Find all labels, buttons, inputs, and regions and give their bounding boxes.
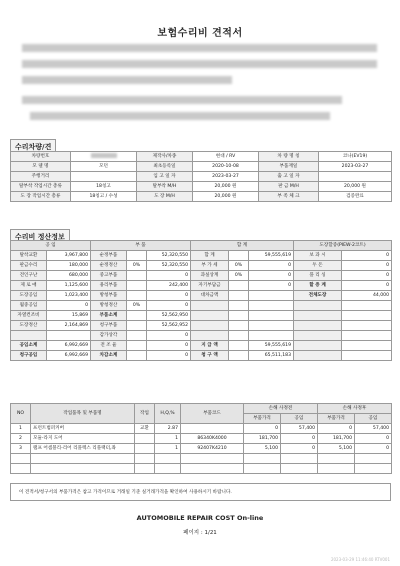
operation [135,444,155,454]
parts-value: 0 [147,331,191,341]
empty-cell [244,464,281,474]
paint-label [294,351,342,361]
labor-value: 3,967,800 [47,251,91,261]
part-name: 모듈-라지 도어 [31,434,135,444]
vehicle-value: 18칭고 [71,182,137,192]
parts-percent [127,331,147,341]
part-price-adjusted: 5,100 [318,444,355,454]
vehicle-value [319,172,392,182]
total-label [191,301,229,311]
vehicle-section-title: 수리차량/견 [10,139,56,155]
disclaimer-note: 이 견적서/청구서의 부품가격은 참고 가격이므로 거래일 기준 실거래가격을 확인하여 사용하시기 바랍니다. [10,483,391,501]
labor-label: 견인구난 [11,271,47,281]
total-label [191,321,229,331]
paint-value: 0 [342,251,392,261]
total-value: 0 [249,261,294,271]
part-code: 92407K4210 [181,444,244,454]
document-title: 보험수리비 견적서 [157,28,243,39]
paint-value: 0 [342,271,392,281]
empty-cell [318,454,355,464]
parts-label: 순정부품 [91,251,127,261]
total-percent: 0% [229,261,249,271]
total-value [249,291,294,301]
paint-value [342,331,392,341]
paint-value [342,351,392,361]
vehicle-row [11,152,392,162]
parts-label: 차감소계 [91,351,127,361]
total-value [249,321,294,331]
cost-row [11,311,392,321]
vehicle-value: 2020-10-08 [193,162,259,172]
parts-percent [127,351,147,361]
vehicle-row [11,162,392,172]
cost-row [11,301,392,311]
parts-value: 52,320,550 [147,261,191,271]
empty-cell [281,454,318,464]
labor-value: 6,992,669 [47,341,91,351]
parts-label: 방청부품 [91,291,127,301]
total-label: 과실상계 [191,271,229,281]
parts-percent [127,311,147,321]
row-number: 3 [11,444,31,454]
parts-label: 전 조 율 [91,341,127,351]
redacted-header-line-4 [22,96,342,104]
cost-section-title: 수리비 정산정보 [10,229,70,245]
total-label [191,331,229,341]
vehicle-value [71,152,137,162]
parts-value: 52,562,950 [147,311,191,321]
paint-value [342,321,392,331]
vehicle-row [11,192,392,202]
total-value: 59,555,619 [249,251,294,261]
redacted-header-line-5 [30,112,330,120]
total-label: 지 급 액 [191,341,229,351]
parts-percent: 0% [127,301,147,311]
vehicle-label: 부품재일 [259,162,319,172]
labor-header: 공임 [281,414,318,424]
parts-value: 52,320,550 [147,251,191,261]
labor-value: 15,869 [47,311,91,321]
total-label: 합 계 [191,251,229,261]
page-indicator: 페이지 : 1/21 [183,530,217,536]
vehicle-label: 모 델 명 [11,162,71,172]
parts-row [11,424,392,434]
empty-cell [31,464,135,474]
total-percent [229,351,249,361]
vehicle-label: 판 금 M/H [259,182,319,192]
price-header-2: 부품가격 [318,414,355,424]
total-value: 65,511,183 [249,351,294,361]
total-percent [229,291,249,301]
labor-label: 자열컨조비 [11,311,47,321]
total-label: 자기부담금 [191,281,229,291]
vehicle-value: 검증완료 [319,192,392,202]
empty-cell [181,464,244,474]
vehicle-value: 20,000 원 [193,182,259,192]
total-value: 0 [249,281,294,291]
row-number: 2 [11,434,31,444]
vehicle-label: 차 량 명 칭 [259,152,319,162]
parts-label: 부품소계 [91,311,127,321]
total-percent [229,341,249,351]
cost-row [11,261,392,271]
total-value: 0 [249,271,294,281]
parts-label: 청구부품 [91,321,127,331]
labor-label [11,331,47,341]
empty-cell [155,454,181,464]
vehicle-label: 입 고 일 자 [137,172,193,182]
no-header: NO [11,404,31,424]
parts-percent [127,251,147,261]
parts-value: 0 [147,351,191,361]
labor-cost: 0 [281,434,318,444]
labor-value: 1,125,600 [47,281,91,291]
cost-row [11,351,392,361]
paint-label: 전체도장 [294,291,342,301]
parts-header: 부 품 [91,241,191,251]
vehicle-value: 모던 [71,162,137,172]
labor-label: 공임소계 [11,341,47,351]
post-adjust-header: 손해 사정후 [318,404,392,414]
vehicle-value: 18칭고 / 수성 [71,192,137,202]
vehicle-value: 20,000 원 [319,182,392,192]
parts-percent [127,341,147,351]
hqty-header: H,Q,% [155,404,181,424]
paint-label [294,311,342,321]
part-code [181,424,244,434]
total-value [249,311,294,321]
labor-value: 680,000 [47,271,91,281]
parts-value: 0 [147,291,191,301]
total-percent [229,331,249,341]
vehicle-info-table [10,151,392,202]
vehicle-value: 현대 / RV [193,152,259,162]
labor-header: 공 임 [11,241,91,251]
paint-value: 0 [342,261,392,271]
parts-value: 0 [147,341,191,351]
labor-label: 탈착교환 [11,251,47,261]
redacted-plate [91,153,117,158]
empty-cell [355,454,392,464]
parts-label: 감가상각 [91,331,127,341]
part-price: 5,100 [244,444,281,454]
part-price: 0 [244,424,281,434]
labor-label: 도장정산 [11,321,47,331]
labor-value: 1,023,400 [47,291,91,301]
empty-cell [135,454,155,464]
cost-row [11,341,392,351]
empty-cell [181,454,244,464]
labor-label: 청구공임 [11,351,47,361]
cost-row [11,321,392,331]
parts-row [11,444,392,454]
paint-label: 두 돈 [294,261,342,271]
paint-label [294,301,342,311]
vehicle-label: 도 장 작업시간 총류 [11,192,71,202]
vehicle-label: 차량번호 [11,152,71,162]
labor-label: 도장공임 [11,291,47,301]
parts-label: 순정정산 [91,261,127,271]
total-label: 부 가 세 [191,261,229,271]
vehicle-row [11,172,392,182]
vehicle-row [11,182,392,192]
labor-cost-adjusted: 0 [355,444,392,454]
parts-label: 용리부품 [91,281,127,291]
paint-value [342,301,392,311]
parts-percent [127,291,147,301]
empty-cell [244,454,281,464]
part-price-adjusted: 0 [318,424,355,434]
labor-value: 2,164,869 [47,321,91,331]
parts-row-empty [11,454,392,464]
total-value: 59,555,619 [249,341,294,351]
redacted-header-line-3 [22,76,232,84]
total-header: 합 계 [191,241,294,251]
vehicle-label: 제작사/차종 [137,152,193,162]
paint-value: 44,000 [342,291,392,301]
vehicle-value: 2023-03-27 [193,172,259,182]
total-percent: 0% [229,271,249,281]
labor-cost: 0 [281,444,318,454]
row-number: 1 [11,424,31,434]
paint-label [294,331,342,341]
operation: 교환 [135,424,155,434]
part-code: 86340K4000 [181,434,244,444]
labor-value: 0 [47,301,91,311]
empty-cell [31,454,135,464]
total-value [249,331,294,341]
labor-value: 180,000 [47,261,91,271]
hour-qty: 1 [155,444,181,454]
total-percent [229,301,249,311]
pre-adjust-header: 손해 사정전 [244,404,318,414]
hour-qty: 2.87 [155,424,181,434]
price-header: 부품가격 [244,414,281,424]
parts-row-empty [11,464,392,474]
footer-title: AUTOMOBILE REPAIR COST On-line [136,514,264,522]
vehicle-value: 20,000 원 [193,192,259,202]
cost-row [11,281,392,291]
labor-cost-adjusted: 57,400 [355,424,392,434]
paint-label: 보 과 시 [294,251,342,261]
vehicle-label: 부 족 체 크 [259,192,319,202]
redacted-header-line-1 [22,44,377,52]
parts-value: 52,562,952 [147,321,191,331]
parts-label: 중고부품 [91,271,127,281]
hour-qty: 1 [155,434,181,444]
total-label [191,311,229,321]
vehicle-value [71,172,137,182]
paint-value: 0 [342,281,392,291]
print-timestamp: 2023-03-29 11:46:40 RTV001 [330,557,390,562]
cost-table [10,240,392,361]
paint-label [294,341,342,351]
labor-value [47,331,91,341]
redacted-header-line-2 [22,60,377,68]
paint-label: 할 증 계 [294,281,342,291]
paint-surcharge-header: 도장할증(PIEW-2코트) [294,241,392,251]
parts-row [11,434,392,444]
labor-header-2: 공임 [355,414,392,424]
parts-value: 242,400 [147,281,191,291]
empty-cell [11,464,31,474]
vehicle-label: 탈부착 작업시간 총류 [11,182,71,192]
cost-row [11,271,392,281]
vehicle-value: 2023-03-27 [319,162,392,172]
total-label: 청 구 액 [191,351,229,361]
labor-label: 월중공임 [11,301,47,311]
vehicle-label: 주행거리 [11,172,71,182]
part-price: 181,700 [244,434,281,444]
total-percent [229,321,249,331]
vehicle-label: 탈부착 M/H [137,182,193,192]
labor-label: 제 로 애 [11,281,47,291]
paint-label [294,321,342,331]
empty-cell [355,464,392,474]
empty-cell [135,464,155,474]
paint-value [342,311,392,321]
labor-value: 6,992,669 [47,351,91,361]
cost-row [11,251,392,261]
paint-value [342,341,392,351]
vehicle-label: 출 고 일 자 [259,172,319,182]
paint-label: 플 리 싱 [294,271,342,281]
part-price-adjusted: 181,700 [318,434,355,444]
labor-label: 판금수리 [11,261,47,271]
operation [135,434,155,444]
labor-cost-adjusted: 0 [355,434,392,444]
vehicle-value: 코나(EV19) [319,152,392,162]
part-name: 프런트범퍼커버 [31,424,135,434]
empty-cell [281,464,318,474]
parts-value: 0 [147,301,191,311]
vehicle-label: 도 장 M/H [137,192,193,202]
empty-cell [11,454,31,464]
parts-percent: 0% [127,261,147,271]
vehicle-label: 최초등록일 [137,162,193,172]
empty-cell [155,464,181,474]
parts-table [10,403,392,474]
parts-value: 0 [147,271,191,281]
parts-percent [127,281,147,291]
operation-header: 작업 [135,404,155,424]
total-value [249,301,294,311]
part-code-header: 부품코드 [181,404,244,424]
parts-percent [127,321,147,331]
cost-row [11,291,392,301]
total-percent [229,311,249,321]
empty-cell [318,464,355,474]
parts-percent [127,271,147,281]
part-name: 램프 어셈블리-리어 리플렉스 리플랙터,좌 [31,444,135,454]
total-percent [229,251,249,261]
parts-label: 방청정산 [91,301,127,311]
total-label: 대차금액 [191,291,229,301]
cost-row [11,331,392,341]
item-name-header: 작업품목 및 부품명 [31,404,135,424]
total-percent [229,281,249,291]
labor-cost: 57,400 [281,424,318,434]
